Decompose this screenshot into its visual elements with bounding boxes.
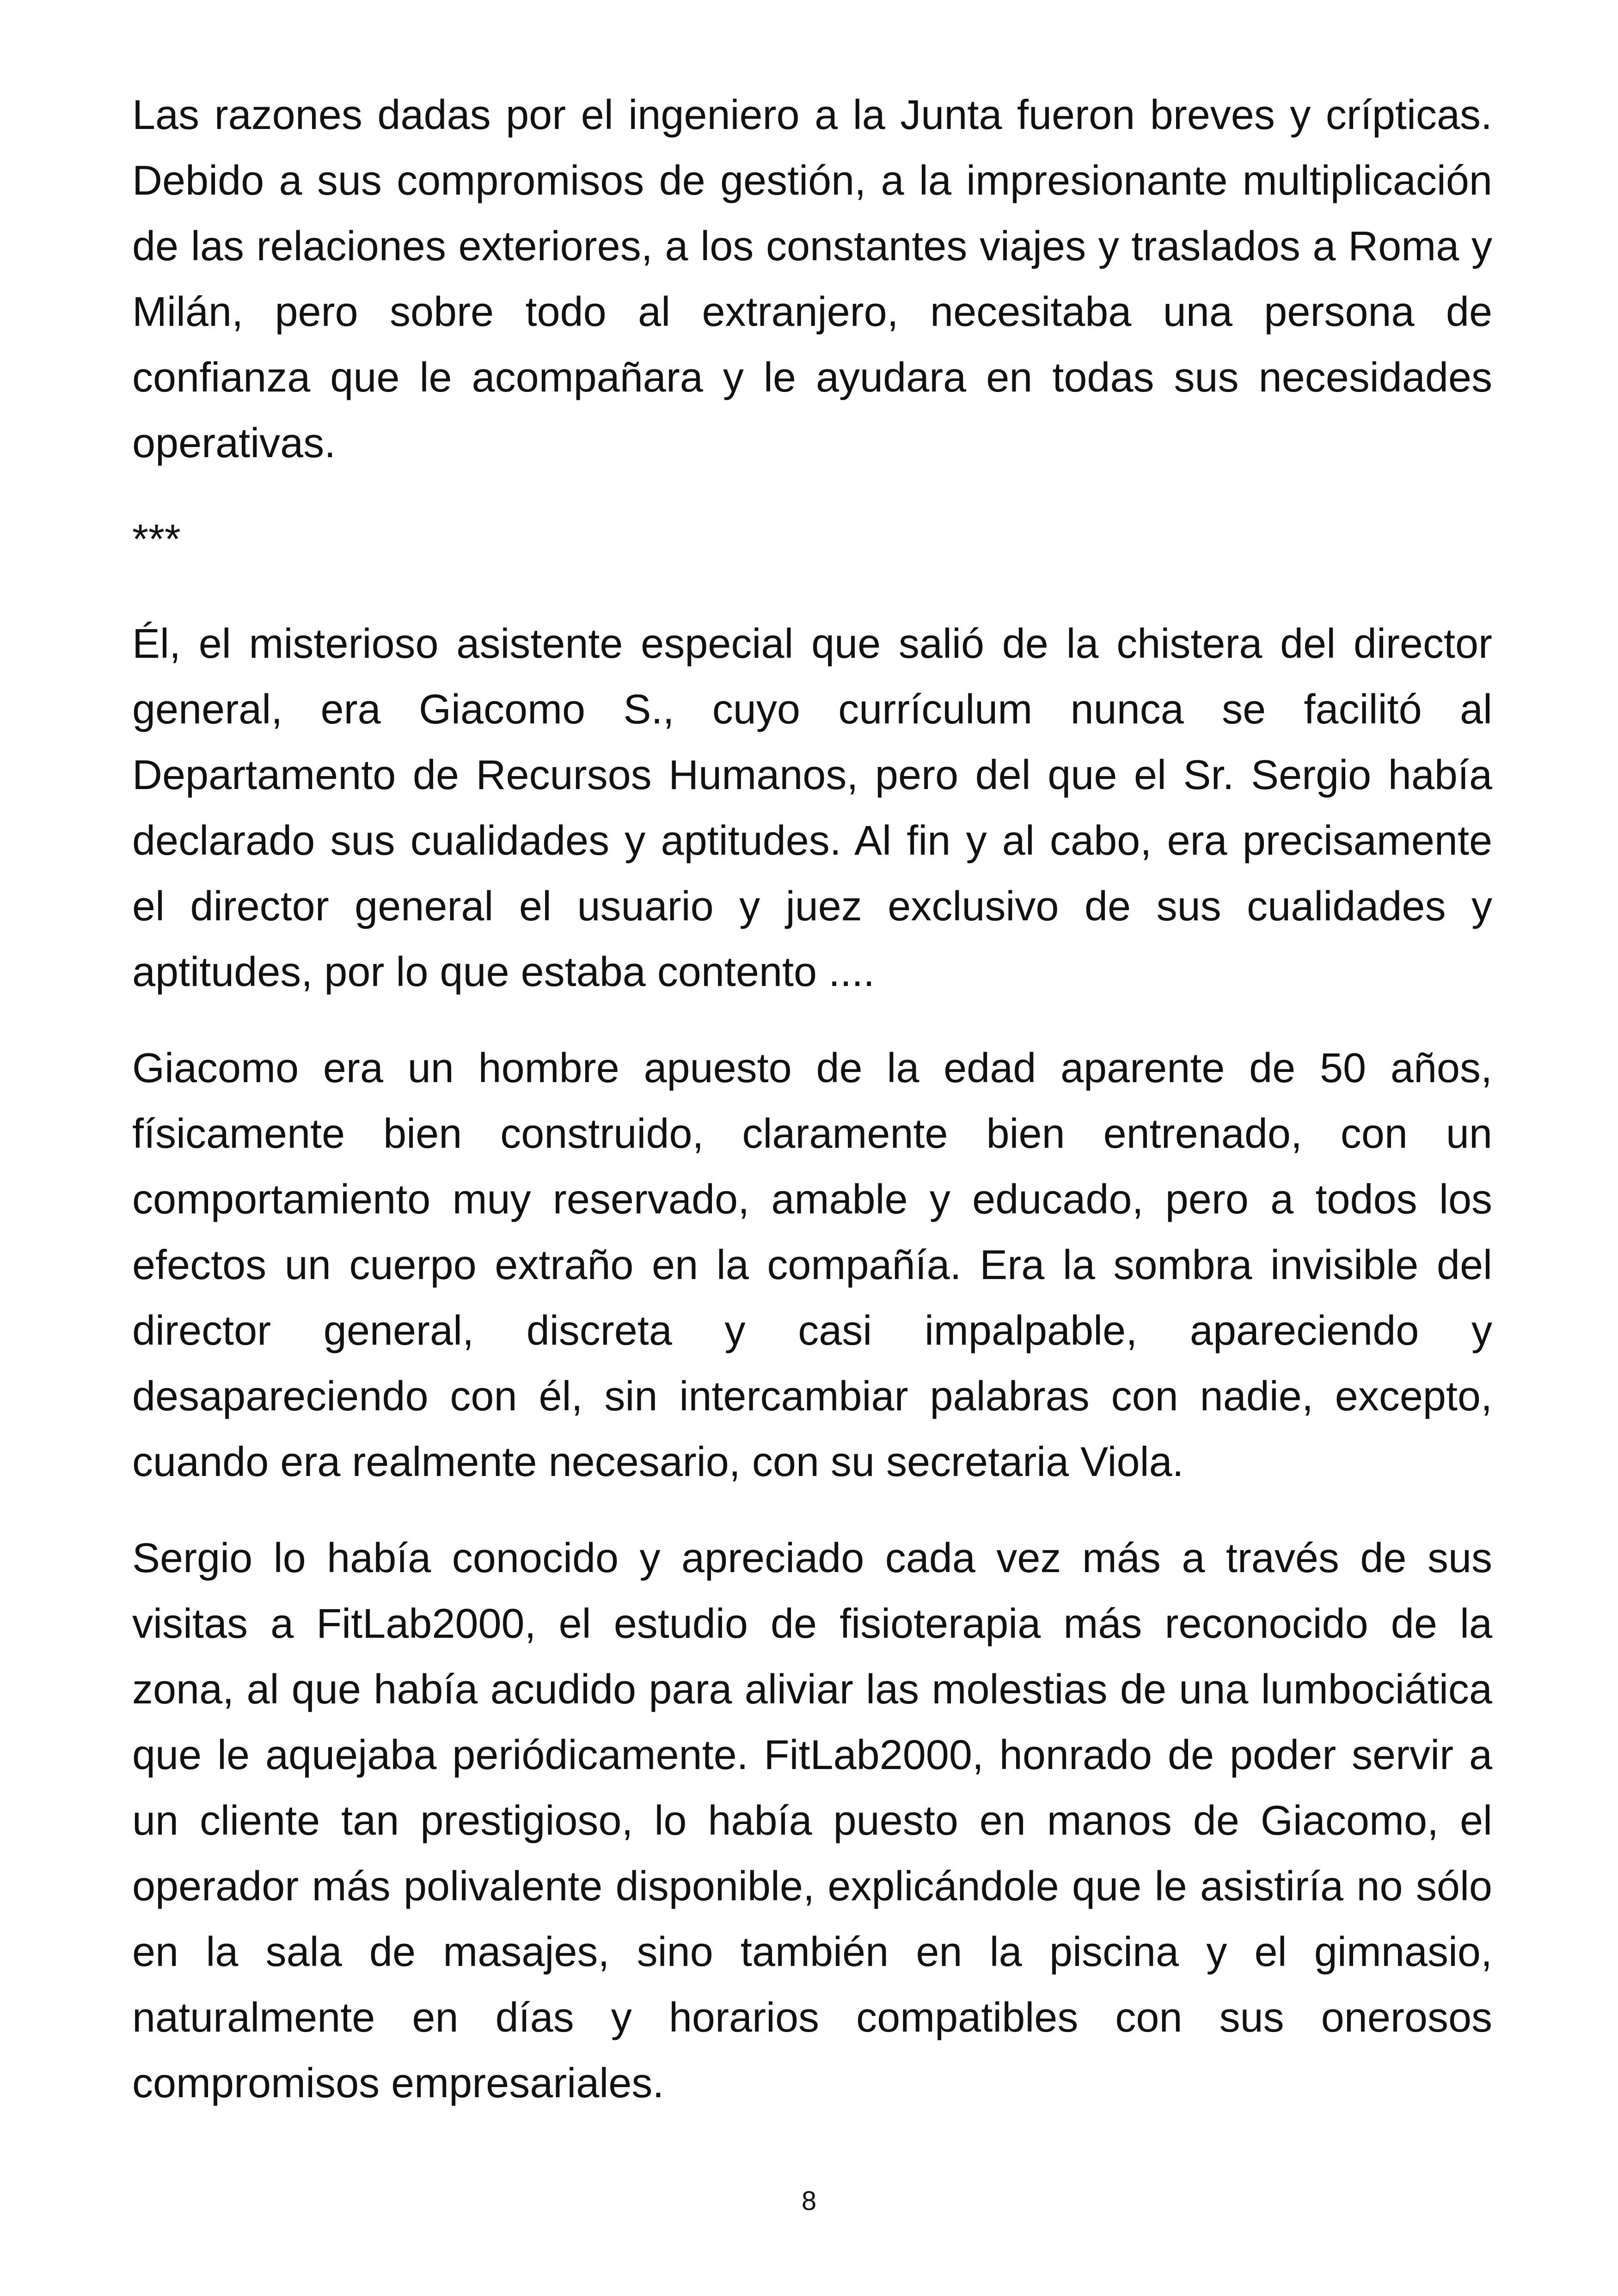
paragraph-fitlab: Sergio lo había conocido y apreciado cada vez más a través de sus visitas a FitLab2000, el estudio de fisioterapia más reconocido de la zona, al que había acudido para aliviar las molestias de una lumbociática que le aquejaba periódicamente. FitLab2000, honrado de poder servir a un cliente tan prestigioso, lo había puesto en manos de Giacomo, el operador más polivalente disponible, explicándole que le asistiría no sólo en la sala de masajes, sino también en la piscina y el gimnasio, naturalmente en días y horarios compatibles con sus onerosos compromisos empresariales.	[132, 1535, 1492, 2106]
body-text	[132, 82, 1492, 2147]
paragraph-giacomo: Giacomo era un hombre apuesto de la edad aparente de 50 años, físicamente bien construido, claramente bien entrenado, con un comportamiento muy reservado, amable y educado, pero a todos los efectos un cuerpo extraño en la compañía. Era la sombra invisible del director general, discreta y casi impalpable, apareciendo y desapareciendo con él, sin intercambiar palabras con nadie, excepto, cuando era realmente necesario, con su secretaria Viola.	[132, 1045, 1492, 1485]
paragraph-junta: Las razones dadas por el ingeniero a la Junta fueron breves y crípticas. Debido a sus compromisos de gestión, a la impresionante multiplicación de las relaciones exteriores, a los constantes viajes y traslados a Roma y Milán, pero sobre todo al extranjero, necesitaba una persona de confianza que le acompañara y le ayudara en todas sus necesidades operativas.	[132, 92, 1492, 466]
page-number: 8	[801, 2186, 817, 2216]
section-separator: ***	[132, 516, 181, 563]
paragraph-asistente: Él, el misterioso asistente especial que salió de la chistera del director general, era Giacomo S., cuyo currículum nunca se facilitó al Departamento de Recursos Humanos, pero del que el Sr. Sergio había declarado sus cualidades y aptitudes. Al fin y al cabo, era precisamente el director general el usuario y juez exclusivo de sus cualidades y aptitudes, por lo que estaba contento ....	[132, 621, 1492, 995]
